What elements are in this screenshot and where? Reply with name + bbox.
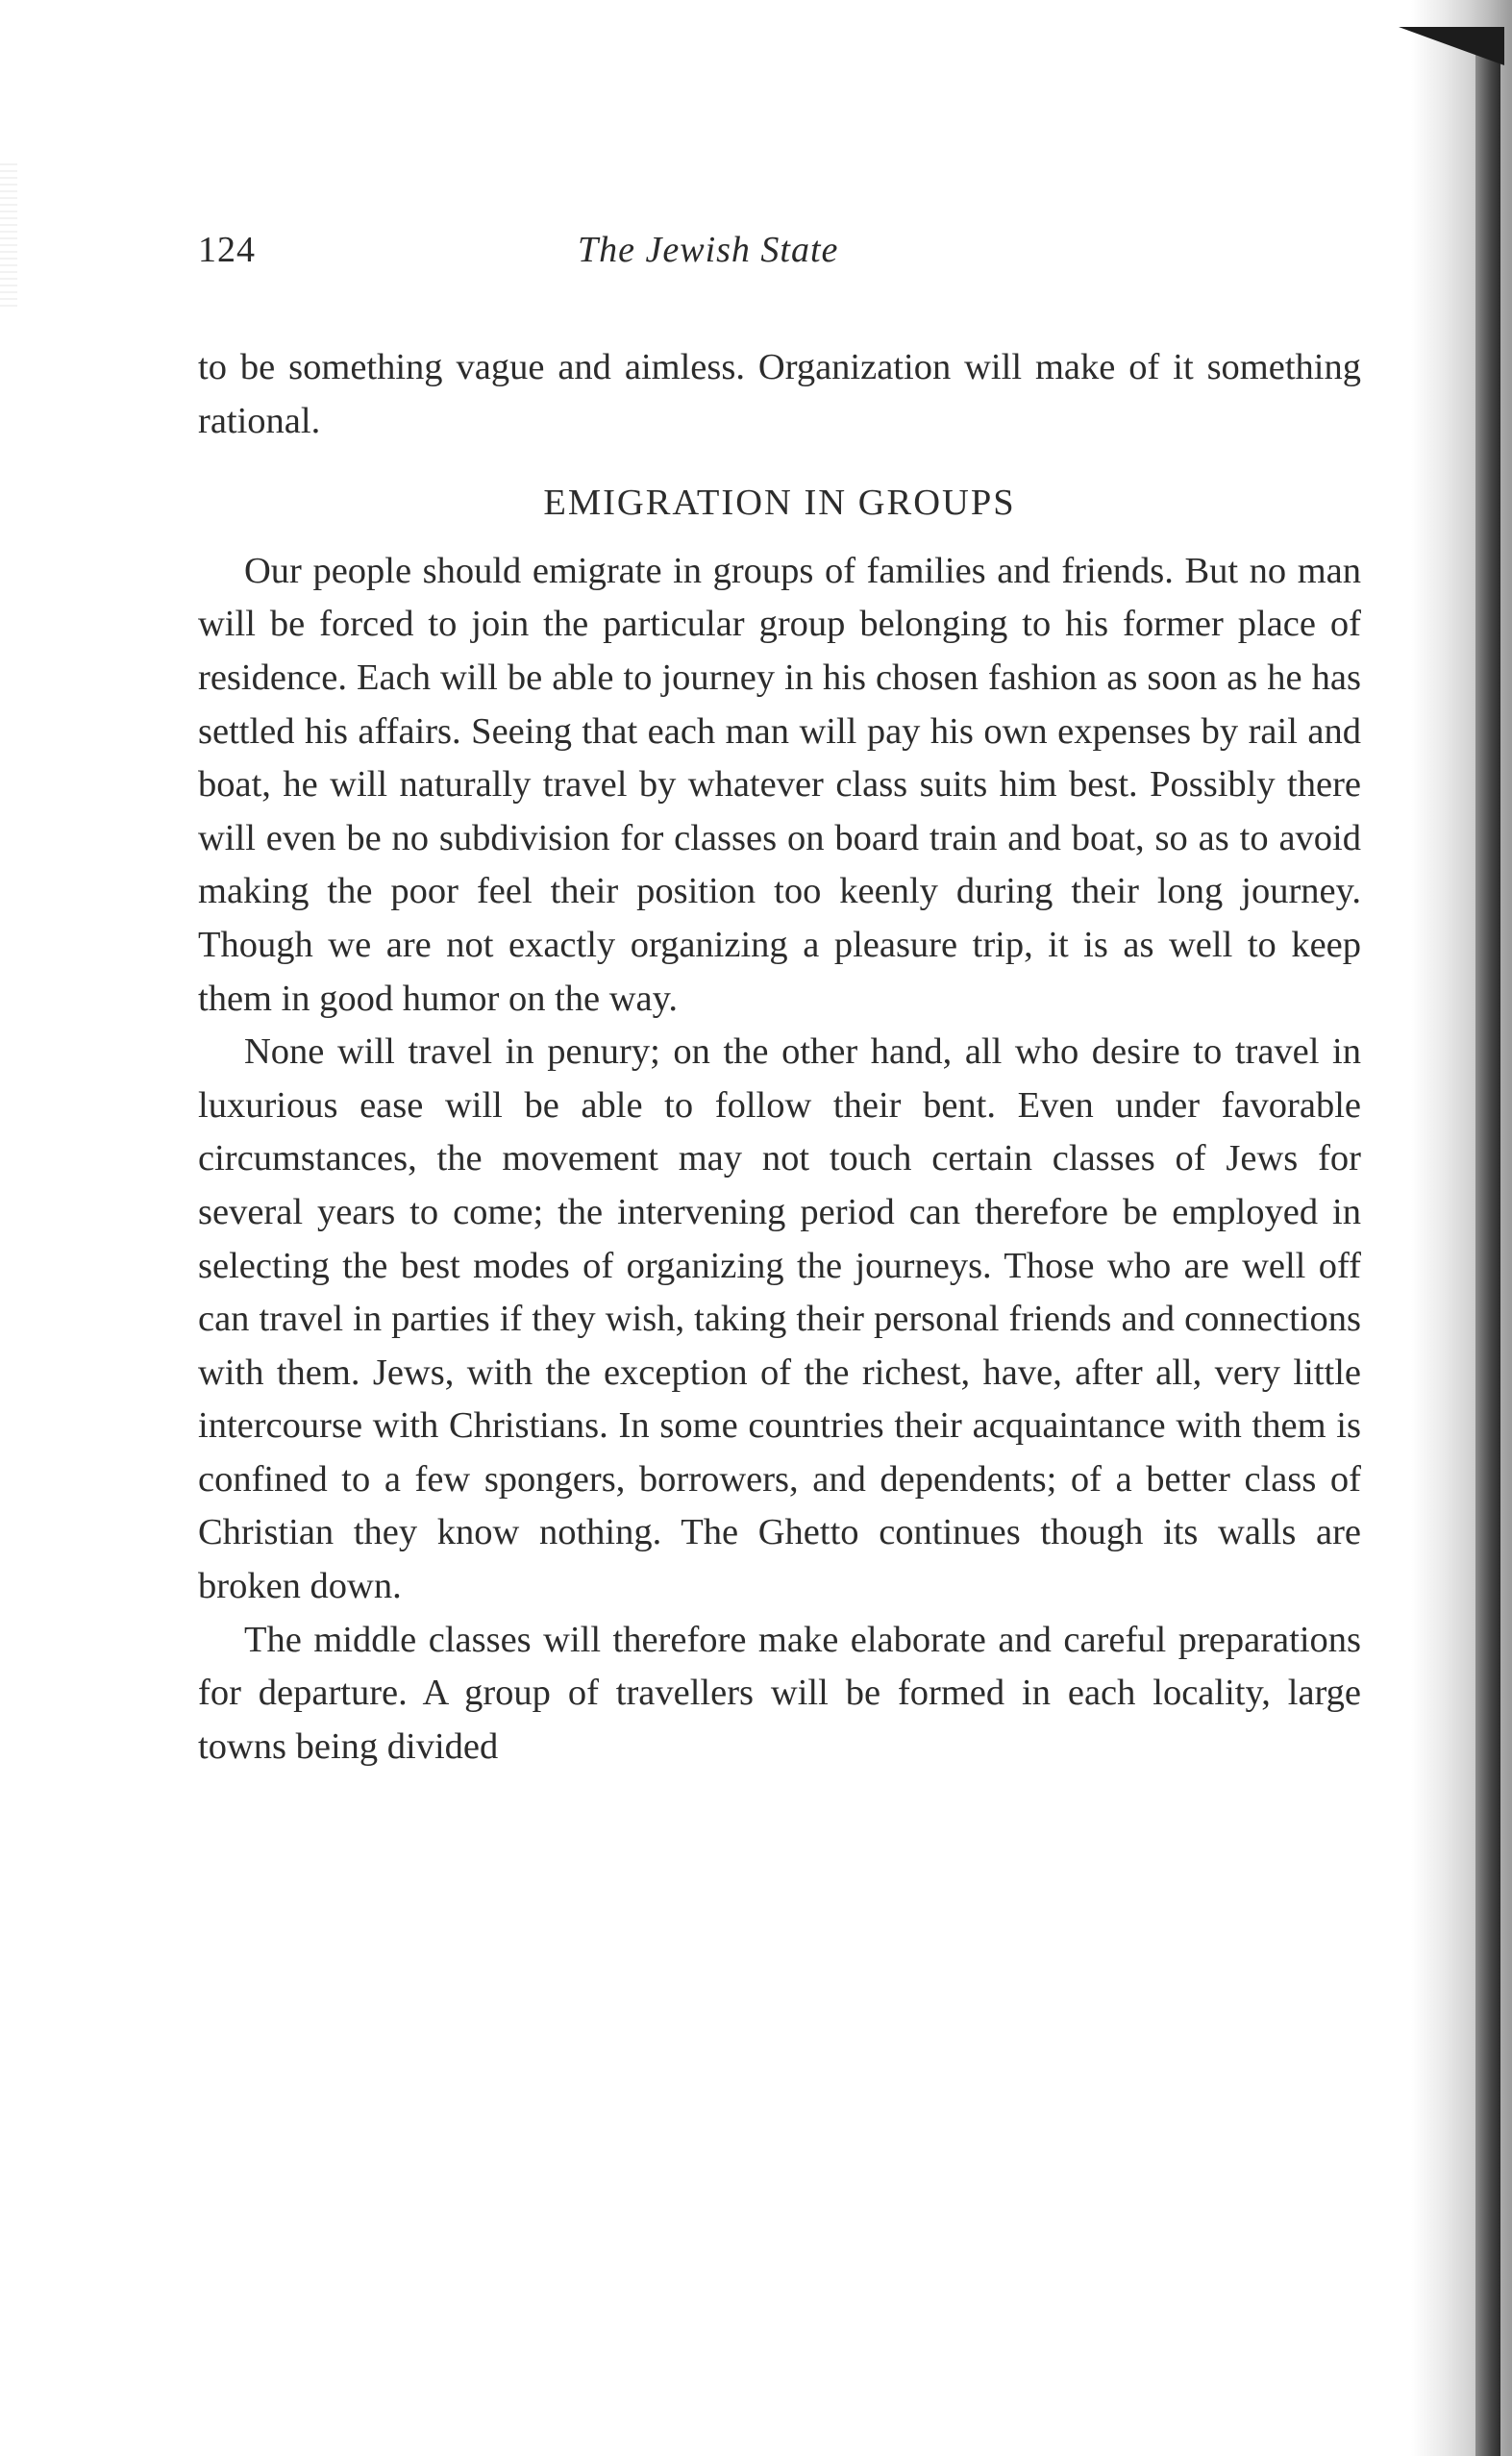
page-header [198, 229, 1361, 286]
binding-corner [1399, 27, 1504, 65]
page-number: 124 [198, 230, 256, 270]
section-heading: EMIGRATION IN GROUPS [543, 483, 1016, 524]
paragraph-1: Our people should emigrate in groups of families and friends. But no man will be forced to join the particular group belonging to his former place of residence. Each will be able to journey in his chosen fashion as soon as he has settled his affairs. Seeing that each man will pay his own expenses by rail and boat, he will naturally travel by whatever class suits him best. Possibly there will even be no subdivision for classes on board train and boat, so as to avoid making the poor feel their position too keenly during their long journey. Though we are not exactly organizing a pleasure trip, it is as well to keep them in good humor on the way. [198, 550, 1361, 1019]
running-title: The Jewish State [578, 230, 839, 270]
paragraph-2: None will travel in penury; on the other hand, all who desire to travel in luxurious ease will be able to follow their bent. Even under favorable circumstances, the movement may not touch certain classes of Jews for several years to come; the intervening period can therefore be employed in selecting the best modes of organizing the journeys. Those who are well off can travel in parties if they wish, taking their personal friends and connections with them. Jews, with the exception of the richest, have, after all, very little intercourse with Christians. In some countries their acquaintance with them is confined to a few spongers, borrowers, and dependents; of a better class of Christian they know nothing. The Ghetto continues though its walls are broken down. [198, 1031, 1361, 1607]
binding-edge [1475, 38, 1500, 2456]
paragraph-3: The middle classes will therefore make elaborate and careful preparations for departure. A group of travellers will be formed in each locality, large towns being divided [198, 1619, 1361, 1767]
continued-paragraph: to be something vague and aimless. Organization will make of it something rational. [198, 347, 1361, 441]
page-edge-mark [0, 163, 17, 308]
page-body [198, 341, 1361, 1774]
